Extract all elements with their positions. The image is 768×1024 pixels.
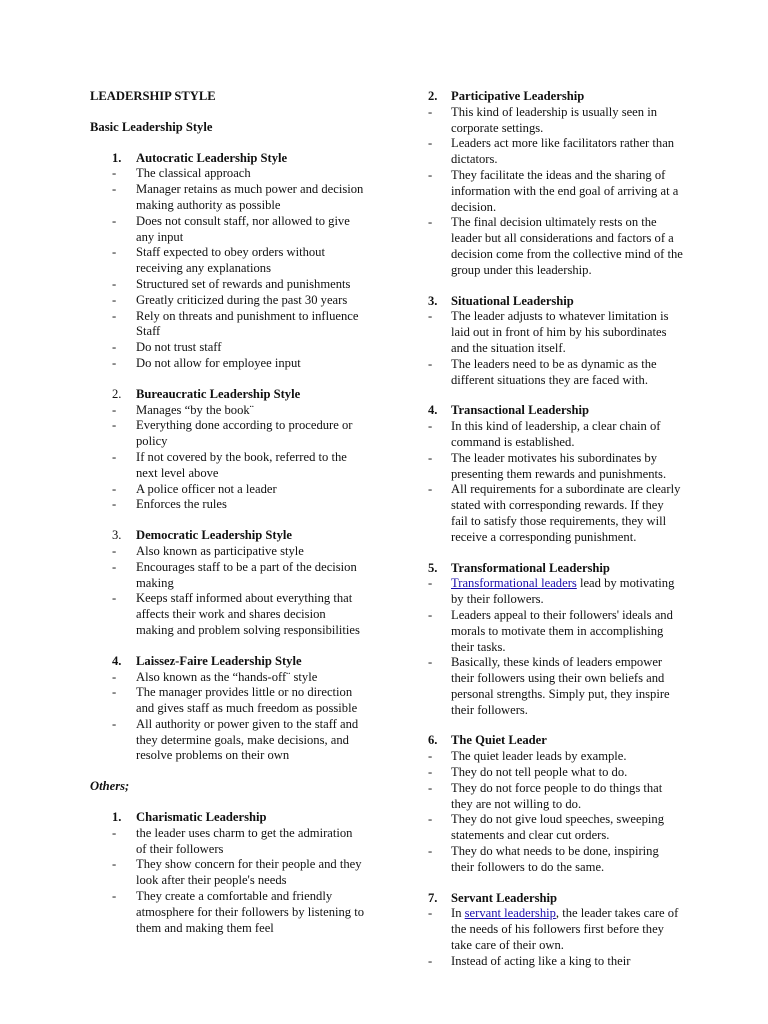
dash-bullet-icon: - — [428, 167, 433, 182]
left-column — [90, 89, 365, 951]
dash-bullet-icon: - — [428, 136, 433, 151]
dash-bullet-icon: - — [112, 245, 117, 260]
dash-bullet-icon: - — [112, 889, 117, 904]
section-title — [90, 387, 365, 403]
section-number: 5. — [428, 560, 438, 575]
section-title — [90, 151, 365, 167]
dash-bullet-icon: - — [428, 215, 433, 230]
section-number: 2. — [428, 89, 438, 103]
dash-bullet-icon: - — [112, 166, 117, 181]
list-item: - Also known as participative style — [112, 543, 304, 558]
dash-bullet-icon: - — [428, 812, 433, 827]
section-number: 3. — [112, 528, 122, 543]
section-laissez-faire — [90, 654, 365, 765]
dash-bullet-icon: - — [428, 450, 433, 465]
section-transactional — [428, 403, 683, 545]
list-item: - They do not give loud speeches, sweeping statements and clear cut orders. — [428, 812, 664, 843]
dash-bullet-icon: - — [428, 780, 433, 795]
list-item: - In servant leadership, the leader takes care of the needs of his followers first before they take care of their own. — [428, 906, 679, 953]
section-heading: Transformational Leadership — [451, 560, 610, 575]
list-item: - Manager retains as much power and decision making authority as possible — [112, 182, 364, 212]
dash-bullet-icon: - — [428, 104, 433, 119]
dash-bullet-icon: - — [112, 355, 117, 370]
section-charismatic — [90, 810, 365, 936]
section-title — [428, 561, 683, 577]
dash-bullet-icon: - — [428, 576, 433, 591]
dash-bullet-icon: - — [428, 655, 433, 670]
document-subtitle: Basic Leadership Style — [90, 119, 213, 134]
list-item: - Rely on threats and punishment to influence Staff — [112, 308, 359, 339]
section-servant — [428, 891, 683, 970]
list-item: - Enforces the rules — [112, 497, 227, 512]
right-column — [428, 89, 683, 985]
section-heading: Autocratic Leadership Style — [136, 150, 288, 165]
list-item: - They do not force people to do things that they are not willing to do. — [428, 780, 663, 811]
section-heading: Bureaucratic Leadership Style — [136, 386, 301, 401]
list-item: - Everything done according to procedure or policy — [112, 418, 353, 449]
list-item: - The manager provides little or no direction and gives staff as much freedom as possible — [112, 685, 358, 716]
section-title — [428, 403, 683, 419]
dash-bullet-icon: - — [428, 765, 433, 780]
list-item: - This kind of leadership is usually seen in corporate settings. — [428, 104, 658, 135]
list-item: - Leaders act more like facilitators rather than dictators. — [428, 136, 675, 167]
list-item: - Basically, these kinds of leaders empower their followers using their own beliefs and personal strengths. Simply put, they inspire their followers. — [428, 655, 670, 717]
list-item: - All requirements for a subordinate are clearly stated with corresponding rewards. If they fail to satisfy those requirements, they will receive a corresponding punishment. — [428, 482, 681, 544]
list-item: - Staff expected to obey orders without receiving any explanations — [112, 245, 325, 276]
list-item: - They do not tell people what to do. — [428, 765, 628, 780]
dash-bullet-icon: - — [428, 844, 433, 859]
section-participative — [428, 89, 683, 279]
dash-bullet-icon: - — [112, 182, 117, 197]
section-heading: Laissez-Faire Leadership Style — [136, 653, 302, 668]
section-quiet-leader — [428, 733, 683, 875]
section-heading: Charismatic Leadership — [136, 810, 267, 825]
dash-bullet-icon: - — [112, 591, 117, 606]
dash-bullet-icon: - — [428, 482, 433, 497]
list-item: - In this kind of leadership, a clear chain of command is established. — [428, 419, 661, 449]
section-number: 3. — [428, 293, 438, 308]
document-title: LEADERSHIP STYLE — [90, 89, 216, 103]
section-heading: Situational Leadership — [451, 293, 574, 308]
list-item: - The quiet leader leads by example. — [428, 749, 627, 764]
dash-bullet-icon: - — [112, 340, 117, 355]
list-item: - Transformational leaders lead by motivating by their followers. — [428, 576, 675, 607]
dash-bullet-icon: - — [112, 213, 117, 228]
dash-bullet-icon: - — [428, 749, 433, 764]
dash-bullet-icon: - — [112, 716, 117, 731]
section-number: 1. — [112, 810, 122, 825]
dash-bullet-icon: - — [112, 559, 117, 574]
other-styles-list — [90, 810, 365, 936]
list-item: - Also known as the “hands-off¨ style — [112, 669, 318, 684]
list-item: - All authority or power given to the staff and they determine goals, make decisions, and resolve problems on their own — [112, 716, 359, 763]
dash-bullet-icon: - — [112, 669, 117, 684]
section-autocratic — [90, 151, 365, 372]
dash-bullet-icon: - — [112, 543, 117, 558]
others-label: Others; — [90, 779, 130, 794]
dash-bullet-icon: - — [112, 308, 117, 323]
list-item: - They show concern for their people and they look after their people's needs — [112, 857, 362, 888]
section-title — [90, 654, 365, 670]
list-item: - Do not allow for employee input — [112, 355, 301, 370]
list-item: - The classical approach — [112, 166, 251, 181]
list-item: - They facilitate the ideas and the sharing of information with the end goal of arriving at a decision. — [428, 167, 679, 214]
list-item: - The leader motivates his subordinates by presenting them rewards and punishments. — [428, 450, 667, 481]
section-title — [428, 733, 683, 749]
dash-bullet-icon: - — [112, 292, 117, 307]
list-item: - If not covered by the book, referred to the next level above — [112, 449, 347, 480]
section-heading: Democratic Leadership Style — [136, 528, 292, 543]
list-item: - Greatly criticized during the past 30 years — [112, 292, 348, 307]
list-item: - Instead of acting like a king to their — [428, 953, 631, 968]
section-number: 4. — [112, 653, 122, 668]
section-title — [428, 891, 683, 907]
section-heading: Transactional Leadership — [451, 403, 589, 418]
section-heading: Servant Leadership — [451, 890, 558, 905]
section-title — [90, 528, 365, 544]
dash-bullet-icon: - — [112, 449, 117, 464]
list-item: - The leaders need to be as dynamic as the different situations they are faced with. — [428, 356, 657, 387]
dash-bullet-icon: - — [112, 402, 117, 417]
list-item: - Do not trust staff — [112, 340, 222, 355]
section-number: 1. — [112, 150, 122, 165]
section-heading: Participative Leadership — [451, 89, 585, 103]
dash-bullet-icon: - — [428, 309, 433, 324]
section-number: 6. — [428, 733, 438, 748]
dash-bullet-icon: - — [428, 906, 433, 921]
list-item: - They do what needs to be done, inspiring their followers to do the same. — [428, 844, 659, 874]
dash-bullet-icon: - — [112, 685, 117, 700]
dash-bullet-icon: - — [428, 419, 433, 434]
list-item: - the leader uses charm to get the admiration of their followers — [112, 825, 353, 856]
section-number: 4. — [428, 403, 438, 418]
transformational-leaders-link[interactable]: Transformational leaders — [451, 576, 577, 591]
servant-leadership-link[interactable]: servant leadership — [464, 906, 556, 921]
dash-bullet-icon: - — [428, 607, 433, 622]
dash-bullet-icon: - — [112, 825, 117, 840]
dash-bullet-icon: - — [112, 497, 117, 512]
dash-bullet-icon: - — [112, 418, 117, 433]
section-number: 2. — [112, 386, 122, 401]
section-democratic — [90, 528, 365, 639]
section-number: 7. — [428, 890, 438, 905]
dash-bullet-icon: - — [112, 857, 117, 872]
dash-bullet-icon: - — [428, 356, 433, 371]
dash-bullet-icon: - — [112, 481, 117, 496]
basic-styles-list — [90, 151, 365, 765]
section-title — [428, 89, 683, 105]
section-title — [428, 294, 683, 310]
list-item: - The leader adjusts to whatever limitation is laid out in front of him by his subordinates and the situation itself. — [428, 309, 669, 355]
list-item: - They create a comfortable and friendly atmosphere for their followers by listening to them and making them feel — [112, 889, 365, 935]
section-bureaucratic — [90, 387, 365, 513]
list-item: - Keeps staff informed about everything that affects their work and shares decision making and problem solving responsibilities — [112, 591, 360, 637]
list-item: - The final decision ultimately rests on the leader but all considerations and factors of a decision come from the collective mind of the group under this leadership. — [428, 215, 683, 277]
dash-bullet-icon: - — [428, 953, 433, 968]
list-item: - Manages “by the book¨ — [112, 402, 254, 417]
list-item: - Does not consult staff, nor allowed to give any input — [112, 213, 350, 244]
list-item: - Leaders appeal to their followers' ideals and morals to motivate them in accomplishing their tasks. — [428, 607, 673, 654]
section-title — [90, 810, 365, 826]
section-situational — [428, 294, 683, 389]
list-item: - Structured set of rewards and punishments — [112, 276, 351, 291]
list-item: - A police officer not a leader — [112, 481, 277, 496]
section-heading: The Quiet Leader — [451, 733, 547, 748]
section-transformational — [428, 561, 683, 719]
list-item: - Encourages staff to be a part of the decision making — [112, 559, 357, 590]
dash-bullet-icon: - — [112, 276, 117, 291]
